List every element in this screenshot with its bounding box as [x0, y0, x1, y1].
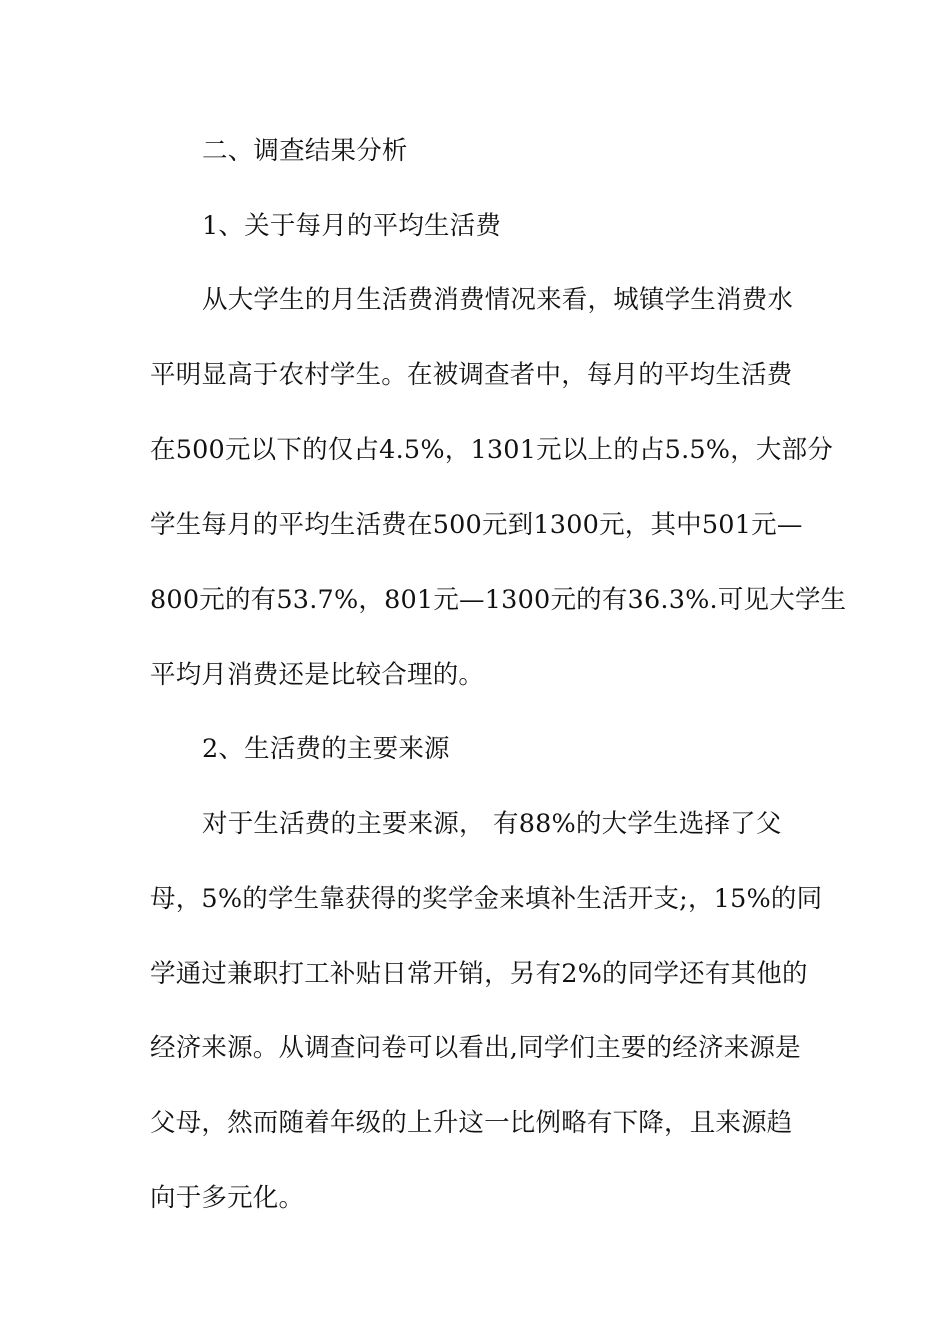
paragraph-line: 父母，然而随着年级的上升这一比例略有下降，且来源趋	[150, 1108, 793, 1138]
paragraph-line: 平明显高于农村学生。在被调查者中，每月的平均生活费	[150, 360, 793, 390]
paragraph-line: 向于多元化。	[150, 1183, 305, 1213]
paragraph-line: 学生每月的平均生活费在500元到1300元，其中501元—	[150, 510, 803, 540]
paragraph-line: 在500元以下的仅占4.5%，1301元以上的占5.5%，大部分	[150, 435, 834, 465]
paragraph-line: 母，5%的学生靠获得的奖学金来填补生活开支;，15%的同	[150, 884, 823, 914]
paragraph-line: 从大学生的月生活费消费情况来看，城镇学生消费水	[202, 285, 794, 315]
subsection-heading-1: 1、关于每月的平均生活费	[202, 211, 502, 241]
paragraph-line: 平均月消费还是比较合理的。	[150, 660, 485, 690]
subsection-heading-2: 2、生活费的主要来源	[202, 734, 450, 764]
paragraph-line: 学通过兼职打工补贴日常开销，另有2%的同学还有其他的	[150, 959, 808, 989]
paragraph-line: 对于生活费的主要来源， 有88%的大学生选择了父	[202, 809, 782, 839]
paragraph-line: 800元的有53.7%，801元—1300元的有36.3%.可见大学生	[150, 585, 847, 615]
paragraph-line: 经济来源。从调查问卷可以看出,同学们主要的经济来源是	[150, 1033, 801, 1063]
section-heading: 二、调查结果分析	[202, 136, 408, 166]
